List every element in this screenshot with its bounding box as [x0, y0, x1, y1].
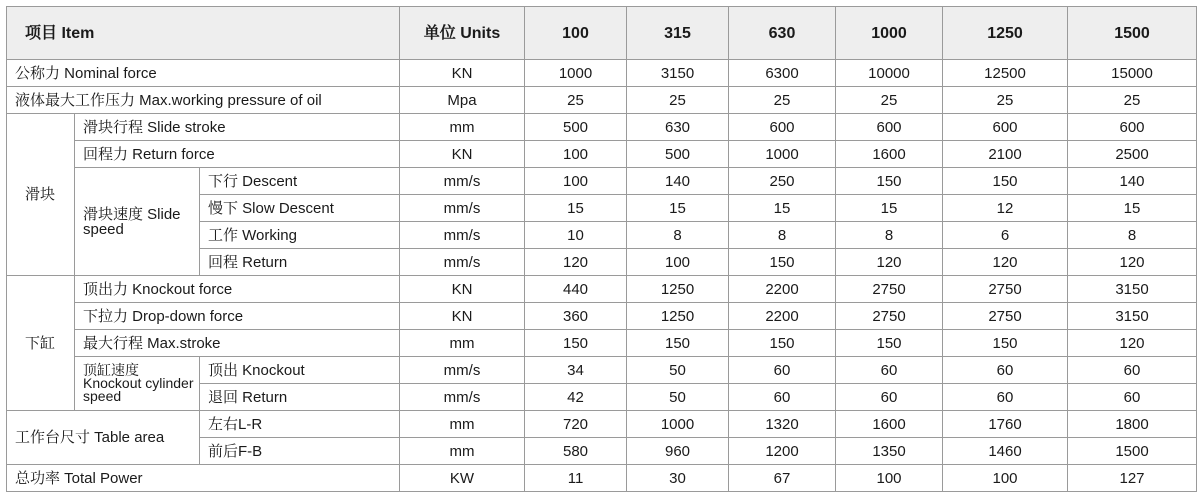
row-label-knockout-force: 顶出力 Knockout force — [75, 276, 400, 303]
value-cell: 120 — [1068, 330, 1197, 357]
value-cell: 1200 — [729, 438, 836, 465]
value-cell: 440 — [525, 276, 627, 303]
value-cell: 15000 — [1068, 60, 1197, 87]
value-cell: 2200 — [729, 276, 836, 303]
table-row — [7, 330, 1197, 357]
value-cell: 150 — [729, 330, 836, 357]
group-label-slide: 滑块 — [7, 114, 75, 276]
spec-table — [6, 6, 1197, 492]
value-cell: 150 — [836, 168, 943, 195]
value-cell: 150 — [627, 330, 729, 357]
value-cell: 25 — [627, 87, 729, 114]
value-cell: 100 — [525, 141, 627, 168]
value-cell: 67 — [729, 465, 836, 492]
unit-cell: KN — [400, 60, 525, 87]
header-model-315: 315 — [627, 7, 729, 60]
value-cell: 25 — [525, 87, 627, 114]
value-cell: 150 — [729, 249, 836, 276]
unit-cell: mm/s — [400, 168, 525, 195]
value-cell: 60 — [1068, 357, 1197, 384]
table-row — [7, 114, 1197, 141]
row-label-total-power: 总功率 Total Power — [7, 465, 400, 492]
value-cell: 60 — [943, 357, 1068, 384]
value-cell: 1600 — [836, 141, 943, 168]
value-cell: 2750 — [836, 303, 943, 330]
row-label-slow-descent: 慢下 Slow Descent — [200, 195, 400, 222]
value-cell: 2500 — [1068, 141, 1197, 168]
unit-cell: mm/s — [400, 195, 525, 222]
value-cell: 3150 — [1068, 303, 1197, 330]
value-cell: 60 — [729, 384, 836, 411]
value-cell: 2750 — [836, 276, 943, 303]
value-cell: 500 — [525, 114, 627, 141]
value-cell: 15 — [525, 195, 627, 222]
unit-cell: mm — [400, 330, 525, 357]
value-cell: 15 — [1068, 195, 1197, 222]
row-label-dropdown-force: 下拉力 Drop-down force — [75, 303, 400, 330]
value-cell: 600 — [1068, 114, 1197, 141]
row-label-working: 工作 Working — [200, 222, 400, 249]
row-label-return-speed: 回程 Return — [200, 249, 400, 276]
value-cell: 1320 — [729, 411, 836, 438]
value-cell: 10000 — [836, 60, 943, 87]
row-label-cyl-return-speed: 退回 Return — [200, 384, 400, 411]
value-cell: 100 — [627, 249, 729, 276]
value-cell: 3150 — [627, 60, 729, 87]
value-cell: 500 — [627, 141, 729, 168]
value-cell: 127 — [1068, 465, 1197, 492]
value-cell: 600 — [836, 114, 943, 141]
value-cell: 2200 — [729, 303, 836, 330]
value-cell: 100 — [836, 465, 943, 492]
value-cell: 25 — [729, 87, 836, 114]
header-model-1250: 1250 — [943, 7, 1068, 60]
unit-cell: KN — [400, 303, 525, 330]
header-model-100: 100 — [525, 7, 627, 60]
value-cell: 15 — [729, 195, 836, 222]
unit-cell: mm — [400, 411, 525, 438]
value-cell: 1500 — [1068, 438, 1197, 465]
row-label-nominal-force: 公称力 Nominal force — [7, 60, 400, 87]
row-label-return-force: 回程力 Return force — [75, 141, 400, 168]
table-row — [7, 411, 1197, 438]
value-cell: 42 — [525, 384, 627, 411]
row-label-table-area: 工作台尺寸 Table area — [7, 411, 200, 465]
value-cell: 360 — [525, 303, 627, 330]
value-cell: 12500 — [943, 60, 1068, 87]
value-cell: 1800 — [1068, 411, 1197, 438]
unit-cell: mm/s — [400, 357, 525, 384]
unit-cell: KN — [400, 141, 525, 168]
unit-cell: mm/s — [400, 249, 525, 276]
value-cell: 30 — [627, 465, 729, 492]
value-cell: 150 — [836, 330, 943, 357]
value-cell: 10 — [525, 222, 627, 249]
value-cell: 3150 — [1068, 276, 1197, 303]
value-cell: 6 — [943, 222, 1068, 249]
value-cell: 8 — [1068, 222, 1197, 249]
table-row — [7, 87, 1197, 114]
row-label-descent: 下行 Descent — [200, 168, 400, 195]
value-cell: 1350 — [836, 438, 943, 465]
value-cell: 8 — [627, 222, 729, 249]
group-label-cylinder: 下缸 — [7, 276, 75, 411]
unit-cell: KN — [400, 276, 525, 303]
value-cell: 2750 — [943, 303, 1068, 330]
value-cell: 60 — [729, 357, 836, 384]
value-cell: 1000 — [525, 60, 627, 87]
sub-label-slide-speed: 滑块速度 Slide speed — [75, 168, 200, 276]
unit-cell: mm/s — [400, 384, 525, 411]
value-cell: 150 — [943, 330, 1068, 357]
value-cell: 60 — [1068, 384, 1197, 411]
value-cell: 1000 — [627, 411, 729, 438]
value-cell: 1250 — [627, 276, 729, 303]
value-cell: 150 — [943, 168, 1068, 195]
value-cell: 8 — [836, 222, 943, 249]
row-label-slide-stroke: 滑块行程 Slide stroke — [75, 114, 400, 141]
value-cell: 120 — [525, 249, 627, 276]
value-cell: 2750 — [943, 276, 1068, 303]
table-row — [7, 357, 1197, 384]
value-cell: 34 — [525, 357, 627, 384]
value-cell: 15 — [627, 195, 729, 222]
value-cell: 11 — [525, 465, 627, 492]
row-label-max-pressure: 液体最大工作压力 Max.working pressure of oil — [7, 87, 400, 114]
value-cell: 6300 — [729, 60, 836, 87]
table-row — [7, 276, 1197, 303]
table-row — [7, 60, 1197, 87]
value-cell: 60 — [836, 357, 943, 384]
row-label-max-stroke: 最大行程 Max.stroke — [75, 330, 400, 357]
header-units: 单位 Units — [400, 7, 525, 60]
unit-cell: KW — [400, 465, 525, 492]
value-cell: 1460 — [943, 438, 1068, 465]
value-cell: 720 — [525, 411, 627, 438]
value-cell: 25 — [1068, 87, 1197, 114]
value-cell: 600 — [943, 114, 1068, 141]
value-cell: 600 — [729, 114, 836, 141]
value-cell: 140 — [627, 168, 729, 195]
table-row — [7, 303, 1197, 330]
value-cell: 1600 — [836, 411, 943, 438]
header-model-1500: 1500 — [1068, 7, 1197, 60]
value-cell: 960 — [627, 438, 729, 465]
value-cell: 250 — [729, 168, 836, 195]
value-cell: 630 — [627, 114, 729, 141]
value-cell: 100 — [943, 465, 1068, 492]
value-cell: 12 — [943, 195, 1068, 222]
value-cell: 120 — [943, 249, 1068, 276]
value-cell: 1250 — [627, 303, 729, 330]
value-cell: 100 — [525, 168, 627, 195]
value-cell: 15 — [836, 195, 943, 222]
row-label-knockout-speed: 顶出 Knockout — [200, 357, 400, 384]
value-cell: 120 — [836, 249, 943, 276]
table-row — [7, 465, 1197, 492]
value-cell: 25 — [943, 87, 1068, 114]
header-model-630: 630 — [729, 7, 836, 60]
value-cell: 120 — [1068, 249, 1197, 276]
value-cell: 580 — [525, 438, 627, 465]
row-label-table-lr: 左右L-R — [200, 411, 400, 438]
unit-cell: mm/s — [400, 222, 525, 249]
value-cell: 1760 — [943, 411, 1068, 438]
header-model-1000: 1000 — [836, 7, 943, 60]
value-cell: 50 — [627, 357, 729, 384]
value-cell: 2100 — [943, 141, 1068, 168]
header-item: 项目 Item — [7, 7, 400, 60]
value-cell: 60 — [836, 384, 943, 411]
value-cell: 140 — [1068, 168, 1197, 195]
row-label-table-fb: 前后F-B — [200, 438, 400, 465]
sub-label-cylinder-speed: 顶缸速度 Knockout cylinder speed — [75, 357, 200, 411]
table-row — [7, 168, 1197, 195]
value-cell: 25 — [836, 87, 943, 114]
value-cell: 60 — [943, 384, 1068, 411]
table-row — [7, 141, 1197, 168]
value-cell: 1000 — [729, 141, 836, 168]
unit-cell: Mpa — [400, 87, 525, 114]
unit-cell: mm — [400, 438, 525, 465]
value-cell: 8 — [729, 222, 836, 249]
value-cell: 150 — [525, 330, 627, 357]
header-row — [7, 7, 1197, 60]
value-cell: 50 — [627, 384, 729, 411]
unit-cell: mm — [400, 114, 525, 141]
